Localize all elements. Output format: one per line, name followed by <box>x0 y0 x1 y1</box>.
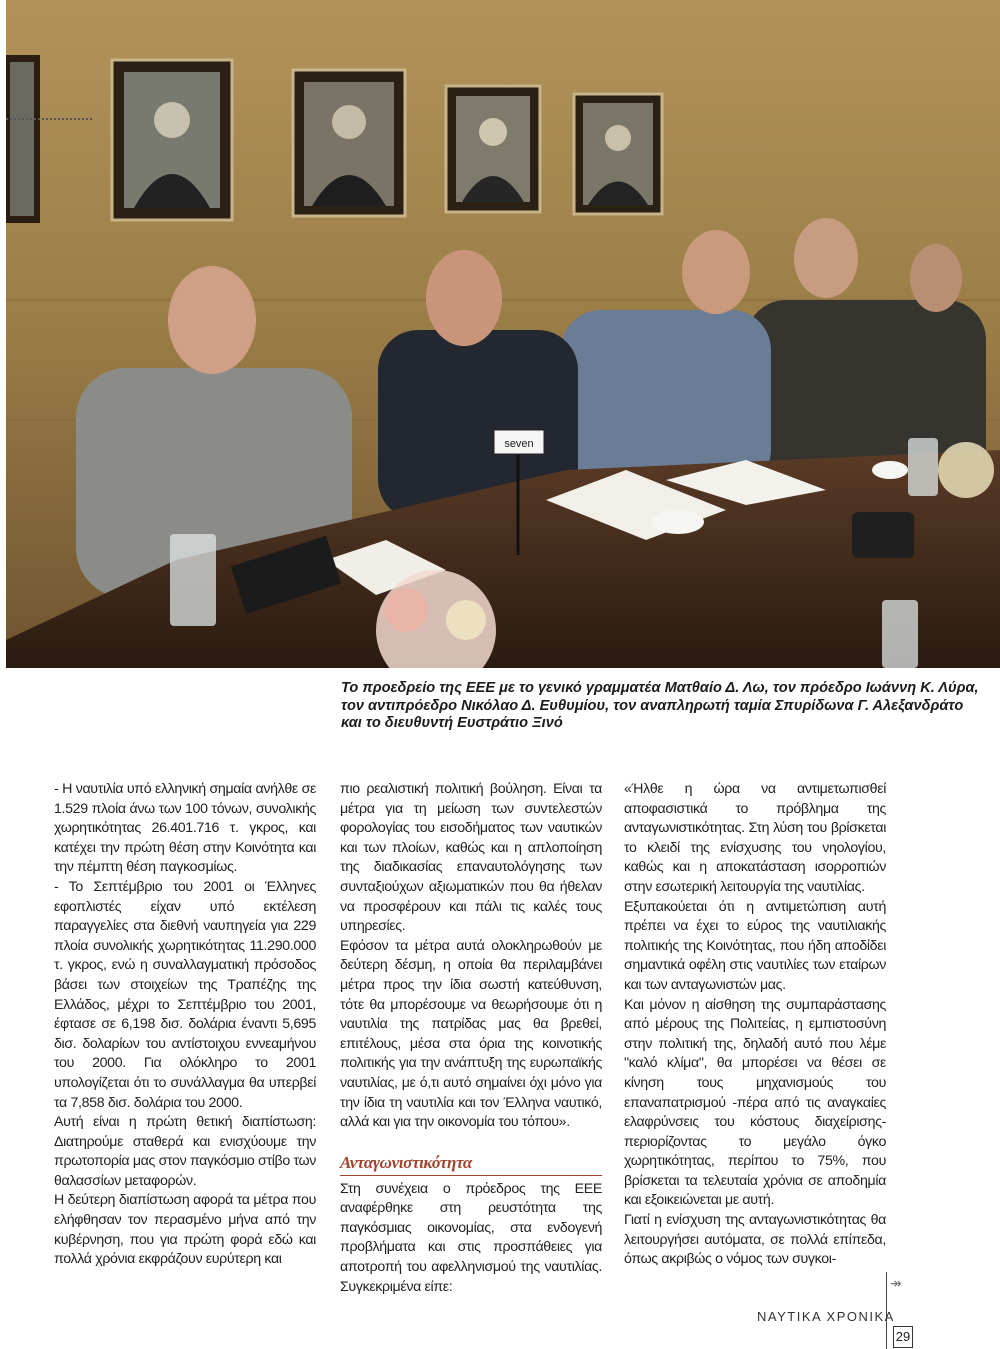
paragraph: - Η ναυτιλία υπό ελληνική σημαία ανήλθε σε 1.529 πλοία άνω των 100 τόνων, συνολικής χωρητικότητας 26.401.716 τ. γκρος, και κατέχει την πρώτη θέση στην Κοινότητα και την πέμπτη θέση παγκοσμίως. <box>54 781 316 876</box>
paragraph: πιο ρεαλιστική πολιτική βούληση. Είναι τα μέτρα για τη μείωση των συντελεστών φορολογίας του εισοδήματος των ναυτικών και των πλοίων, καθώς και η απλοποίηση της διαδικασίας επαναυτολόγησης των συνταξιούχων αξιωματικών που θα ήθελαν να προσφέρουν και πάλι τις καλές τους υπηρεσίες. <box>340 781 602 935</box>
text-column-1 <box>54 780 316 1270</box>
paragraph: Εξυπακούεται ότι η αντιμετώπιση αυτή πρέπει να έχει το εύρος της ναυτιλιακής πολιτικής της Κοινότητας, που ήδη αποδίδει σημαντικά οφέλη στις ναυτιλίες των εταίρων και των ανταγωνιστών μας. <box>624 898 886 993</box>
paragraph: Γιατί η ενίσχυση της ανταγωνιστικότητας θα λειτουργήσει αυτόματα, σε πολλά επίπεδα, όπως ακριβώς ο νόμος των συγκοι- <box>624 1212 886 1268</box>
paragraph: - Το Σεπτέμβριο του 2001 οι Έλληνες εφοπλιστές είχαν υπό εκτέλεση παραγγελίες στα διεθνή ναυπηγεία για 229 πλοία συνολικής χωρητικότητας 11.290.000 τ. γκρος, ενώ η συναλλαγματική πρόσοδος βάσει των στοιχείων της Τραπέζης της Ελλάδος, μέχρι το Σεπτέμβριο του 2001, έφτασε σε 6,198 δισ. δολάρια έναντι 5,695 δισ. δολαρίων του αντίστοιχου εννεαμήνου του 2000. Για ολόκληρο το 2001 υπολογίζεται ότι το συνάλλαγμα θα υπερβεί τα 7,858 δισ. δολάρια του 2000. <box>54 878 316 1111</box>
meeting-photo <box>6 0 1000 668</box>
photo-caption: Το προεδρείο της ΕΕΕ με το γενικό γραμματέα Ματθαίο Δ. Λω, τον πρόεδρο Ιωάννη Κ. Λύρα, τον αντιπρόεδρο Νικόλαο Δ. Ευθυμίου, τον αναπληρωτή ταμία Σπυρίδωνα Γ. Αλεξανδράτο και το διευθυντή Ευστράτιο Ξινό <box>341 680 979 731</box>
page-number: 29 <box>893 1326 913 1348</box>
paragraph: Αυτή είναι η πρώτη θετική διαπίστωση: Διατηρούμε σταθερά και ενισχύουμε την πρωτοπορία μας στον παγκόσμιο στίβο των θαλασσίων μεταφορών. <box>54 1114 316 1189</box>
paragraph: Εφόσον τα μέτρα αυτά ολοκληρωθούν με δεύτερη δέσμη, η οποία θα περιλαμβάνει μέτρα προς την ίδια σωστή κατεύθυνση, τότε θα μπορέσουμε να θεωρήσουμε ότι η ναυτιλία της πατρίδας μας θα βρεθεί, επιτέλους, μέσα στα όρια της κοινοτικής πολιτικής για την ανάπτυξη της ευρωπαϊκής ναυτιλίας, με ό,τι αυτό σημαίνει όχι μόνο για την ίδια τη ναυτιλία και τον Έλληνα ναυτικό, αλλά και για την οικονομία του τόπου». <box>340 937 602 1131</box>
text-column-3 <box>624 780 886 1270</box>
paragraph: Η δεύτερη διαπίστωση αφορά τα μέτρα που ελήφθησαν τον περασμένο μήνα από την κυβέρνηση, που για πρώτη φορά εδώ και πολλά χρόνια εκφράζουν ευρύτερη και <box>54 1192 316 1268</box>
paragraph: Στη συνέχεια ο πρόεδρος της ΕΕΕ αναφέρθηκε στη ρευστότητα της παγκόσμιας οικονομίας, στα ενδογενή προβλήματα και στις προσπάθειες για αποτροπή του αφελληνισμού της ναυτιλίας. Συγκεκριμένα είπε: <box>340 1180 602 1295</box>
continue-arrow-icon: ↠ <box>890 1275 902 1291</box>
section-heading: Ανταγωνιστικότητα <box>340 1152 472 1172</box>
text-column-2 <box>340 780 602 1297</box>
magazine-title: ΝΑΥΤΙΚΑ ΧΡΟΝΙΚΑ <box>757 1309 895 1324</box>
paragraph: «Ήλθε η ώρα να αντιμετωπισθεί αποφασιστικά το πρόβλημα της ανταγωνιστικότητας. Στη λύση του βρίσκεται το κλειδί της ενίσχυσης του νηολογίου, καθώς και η αποκατάσταση ισορροπιών στην εσωτερική λειτουργία της ναυτιλίας. <box>624 781 886 895</box>
paragraph: Και μόνον η αίσθηση της συμπαράστασης από μέρους της Πολιτείας, η εμπιστοσύνη στην πολιτική της, δηλαδή αυτό που λέμε "καλό κλίμα", θα μπορέσει να θέσει σε κίνηση τους μηχανισμούς του επαναπατρισμού -πέρα από τις αναγκαίες ελαφρύνσεις του κόστους διαχείρισης- περιορίζοντας το μεγάλο όγκο χωρητικότητας, περίπου το 75%, που βρίσκεται τα τελευταία χρόνια σε αποδημία και εξοικειώνεται με αυτή. <box>624 996 886 1209</box>
mic-brand-label: seven <box>504 438 534 450</box>
dotted-rule <box>6 118 92 120</box>
heading-underline <box>340 1175 602 1176</box>
photo-illustration <box>6 0 1000 668</box>
